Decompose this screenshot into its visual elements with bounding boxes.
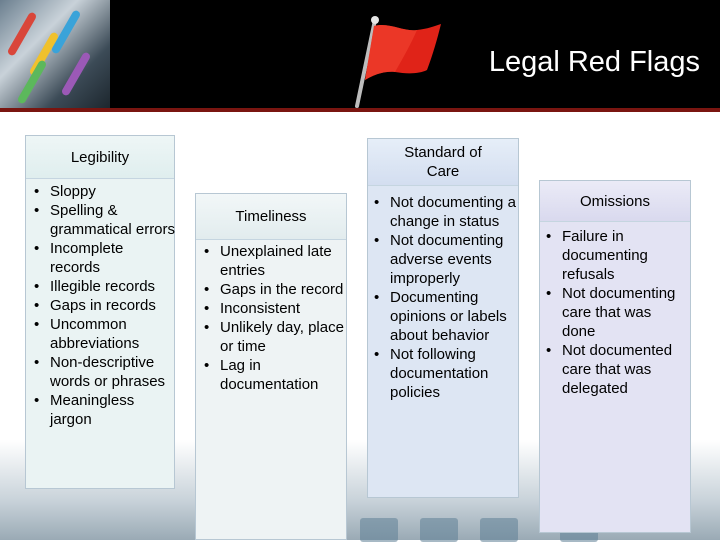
list-item: • Not documented care that was delegated xyxy=(546,341,688,398)
bullet-list xyxy=(204,242,346,394)
header-divider xyxy=(0,108,720,112)
list-item: • Gaps in records xyxy=(34,296,176,315)
list-item: • Incomplete records xyxy=(34,239,176,277)
timeliness-column xyxy=(195,193,347,540)
list-item: • Lag in documentation xyxy=(204,356,346,394)
page-title: Legal Red Flags xyxy=(488,46,700,78)
list-item: • Unlikely day, place or time xyxy=(204,318,346,356)
list-item: • Illegible records xyxy=(34,277,176,296)
bullet-list xyxy=(546,227,688,398)
slide-header xyxy=(0,0,720,112)
list-item: • Sloppy xyxy=(34,182,176,201)
column-heading: Legibility xyxy=(26,136,174,179)
column-heading: Timeliness xyxy=(196,194,346,240)
legibility-column xyxy=(25,135,175,489)
bullet-list xyxy=(374,193,516,402)
column-heading: Standard of Care xyxy=(368,139,518,186)
list-item: • Non-descriptive words or phrases xyxy=(34,353,176,391)
list-item: • Not documenting adverse events improperly xyxy=(374,231,516,288)
omissions-column xyxy=(539,180,691,533)
list-item: • Not following documentation policies xyxy=(374,345,516,402)
medical-collage-image xyxy=(0,0,110,112)
column-heading: Omissions xyxy=(540,181,690,222)
list-item: • Failure in documenting refusals xyxy=(546,227,688,284)
list-item: • Unexplained late entries xyxy=(204,242,346,280)
red-flag-icon xyxy=(345,14,445,110)
list-item: • Spelling & grammatical errors xyxy=(34,201,176,239)
list-item: • Documenting opinions or labels about behavior xyxy=(374,288,516,345)
list-item: • Uncommon abbreviations xyxy=(34,315,176,353)
list-item: • Inconsistent xyxy=(204,299,346,318)
list-item: • Not documenting care that was done xyxy=(546,284,688,341)
list-item: • Meaningless jargon xyxy=(34,391,176,429)
list-item: • Gaps in the record xyxy=(204,280,346,299)
list-item: • Not documenting a change in status xyxy=(374,193,516,231)
standard-of-care-column xyxy=(367,138,519,498)
bullet-list xyxy=(34,182,176,429)
